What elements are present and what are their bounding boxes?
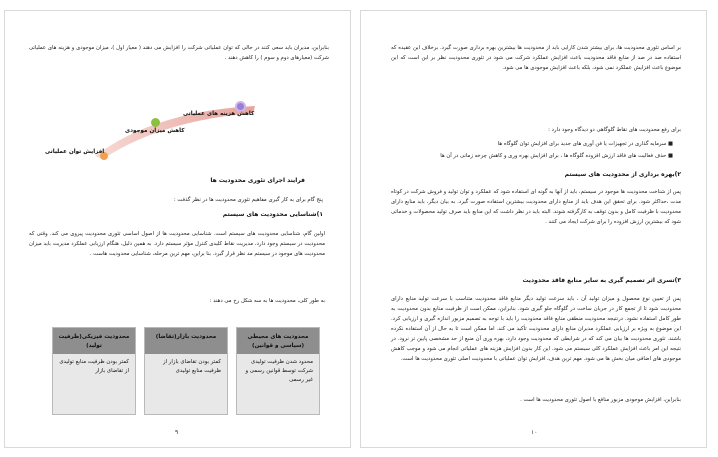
table-column-body: محدود شدن ظرفیت تولیدی شرکت توسط قوانین رسمی و غیر رسمی [245, 359, 313, 383]
right-paragraph-1: بر اساس تئوری محدودیت ها، برای بیشتر شدن کارایی باید از محدودیت ها بیشترین بهره برداری صورت گیرد. برخلاف این عقیده که استفاده صد در صد از منابع فاقد محدودیت باعث افزایش عملکرد شرکت می شود در تئوری محدودیت نظر بر این است که این موضوع باعث افزایش عملکرد نمی شود، بلکه باعث افزایش موجودی ها می شود. [391, 45, 681, 71]
table-column-body: کمتر بودن تقاضای بازار از ظرفیت منابع تولیدی [162, 359, 221, 374]
diagram-step-2: کاهش میزان موجودی [125, 128, 185, 134]
left-paragraph-2: اولین گام، شناسایی محدودیت های سیستم است. شناسایی محدودیت ها از اصول اساسی تئوری محدودیت پیروی می کند. وقتی که محدودیت در سیستم وجود دارد، مدیریت نقاط کلیدی کنترل مؤثر سیستم دارد. به همین دلیل، هنگام ارزیابی عملکرد مدیریت باید میزان محدودیت های موجود در سیستم مد نظر قرار گیرد. بنا براین، مهم ترین مرحله، شناسایی محدودیت هاست . [29, 231, 325, 257]
table-column-body: کمتر بودن ظرفیت منابع تولیدی از تقاضای بازار [59, 359, 129, 374]
right-heading-1: ۲)بهره برداری از محدودیت های سیستم [564, 171, 681, 178]
bullet-marker-icon: ■ [666, 141, 673, 147]
left-step-title: ۱)شناسایی محدودیت های سیستم [222, 211, 323, 218]
diagram-step-1: افزایش توان عملیاتی [45, 149, 105, 155]
right-page-number: ۱۰ [531, 429, 538, 436]
bullet-marker-icon: ■ [666, 153, 673, 159]
table-column-physical [52, 327, 136, 415]
bullet-text: حذف فعالیت های فاقد ارزش افزوده گلوگاه ها ، برای افزایش بهره وری و کاهش چرخه زمانی در آن ها [440, 153, 667, 159]
right-paragraph-2: برای رفع محدودیت های نقاط گلوگاهی دو دیدگاه وجود دارد : [548, 127, 681, 133]
bullet-item-2 [391, 151, 673, 161]
left-page-number: ۹ [175, 429, 179, 436]
right-heading-2: ۳)تسری اثر تصمیم گیری به سایر منابع فاقد محدودیت [522, 277, 681, 284]
table-column-market [144, 327, 228, 415]
step-dot-green [151, 118, 160, 127]
right-paragraph-5: بنابراین، افزایش موجودی مزبور منافع با اصول تئوری محدودیت ها است . [520, 397, 681, 403]
table-column-environmental [236, 327, 320, 415]
constraint-types-table [52, 327, 320, 415]
growth-arrow-diagram [85, 101, 285, 161]
table-column-header: محدودیت های محیطی (سیاسی و قوانین) [237, 328, 319, 354]
bullet-item-1 [391, 139, 673, 149]
left-paragraph-3: به طور کلی، محدودیت ها به سه شکل رخ می دهند : [209, 298, 325, 304]
right-page [360, 10, 707, 448]
left-page [4, 10, 351, 448]
table-column-header: محدودیت فیزیکی(ظرفیت تولید) [53, 328, 135, 354]
right-paragraph-3: پس از شناخت محدودیت ها موجود در سیستم، باید از آنها به گونه ای استفاده شود که عملکرد و توان تولید و فروش شرکت در کوتاه مدت ،حداکثر شود. برای تحقق این هدف باید از منابع دارای محدودیت بیشترین استفاده صورت گیرد. به بیان دیگر، باید منابع دارای محدودیت با ظرفیت کامل و بدون توقف به کارگرفته شوند. البته باید در نظر داشت که این منابع باید صرف تولید محصولات و خدماتی شود که بیشترین ارزش افزوده را برای شرکت ایجاد می کنند . [391, 189, 681, 225]
bullet-text: سرمایه گذاری در تجهیزات یا فن آوری های جدید برای افزایش توان گلوگاه ها [497, 141, 667, 147]
left-heading: فرایند اجرای تئوری محدودیت ها [210, 177, 305, 184]
right-paragraph-4: پس از تعیین نوع محصول و میزان تولید آن ، باید سرعت تولید دیگر منابع فاقد محدودیت متناسب با سرعت تولید منابع دارای محدودیت شود تا از تجمع کار در جریان ساخت در گلوگاه جلو گیری شود. بنابراین، ممکن است از ظرفیت منابع بدون محدودیت به طور کامل استفاده نشود. درنتیجه محدودیت منطقی منابع فاقد محدودیت را باید با توجه به تصمیم مزبور اندازه گیری و ارزیابی کرد. این موضوع به ویژه بر ارزیابی عملکرد مدیران منابع دارای محدودیت تأکید می کند. اما ممکن است تا به حال از آن استفاده نکرده باشند. تئوری محدودیت ها بیان می کند که در شرایطی که محدودیت وجود دارد، بهره وری آن منبع از حد مشخصی پایین تر نرود. در نتیجه این امر باعث افزایش عملکرد کلی سیستم می شود. این کار بدون افزایش هزینه های عملیاتی انجام می شود و موجب کاهش موجودی های اضافی میان بخش ها می شود. مهم ترین هدف، افزایش توان عملیاتی با محدودیت اصلی تئوری محدودیت ها است. [391, 296, 681, 362]
diagram-step-3: کاهش هزینه های عملیاتی [183, 111, 255, 117]
left-paragraph-1: پنج گام برای به کار گیری مفاهیم تئوری محدودیت ها در نظر گذفت : [173, 197, 323, 203]
left-intro-paragraph: بنابراین، مدیران باید سعی کنند در حالی که توان عملیاتی شرکت را افزایش می دهند ( معیار اول )، میزان موجودی و هزینه های عملیاتی شرکت (معیارهای دوم و سوم ) را کاهش دهند . [29, 45, 329, 61]
table-column-header: محدودیت بازار(تقاضا) [145, 328, 227, 354]
